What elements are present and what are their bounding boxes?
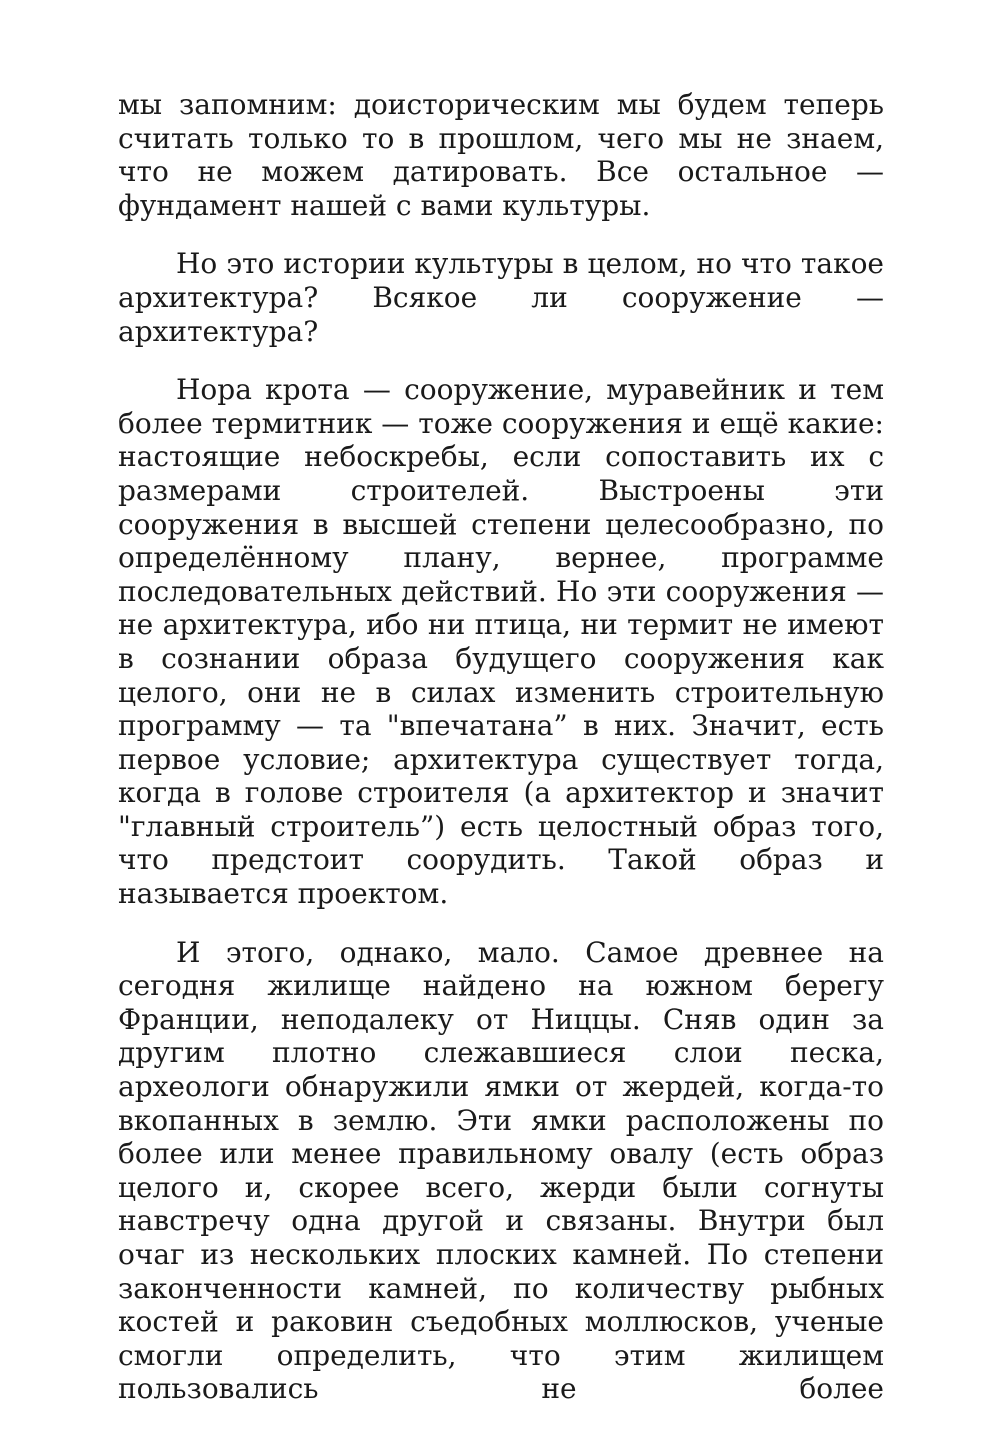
paragraph-1: мы запомним: доисторическим мы будем теперь считать только то в прошлом, чего мы не знаем, что не можем датировать. Все остальное — фундамент нашей с вами культуры.	[118, 88, 884, 222]
paragraph-3: Нора крота — сооружение, муравейник и тем более термитник — тоже сооружения и ещё какие: настоящие небоскребы, если сопоставить их с размерами строителей. Выстроены эти сооружения в высшей степени целесообразно, по определённому плану, вернее, программе последовательных действий. Но эти сооружения — не архитектура, ибо ни птица, ни термит не имеют в сознании образа будущего сооружения как целого, они не в силах изменить строительную программу — та "впечатана” в них. Значит, есть первое условие; архитектура существует тогда, когда в голове строителя (а архитектор и значит "главный строитель”) есть целостный образ того, что предстоит соорудить. Такой образ и называется проектом.	[118, 373, 884, 911]
page-body	[118, 88, 884, 1431]
paragraph-4: И этого, однако, мало. Самое древнее на сегодня жилище найдено на южном берегу Франции, неподалеку от Ниццы. Сняв один за другим плотно слежавшиеся слои песка, археологи обнаружили ямки от жердей, когда-то вкопанных в землю. Эти ямки расположены по более или менее правильному овалу (есть образ целого и, скорее всего, жерди были согнуты навстречу одна другой и связаны. Внутри был очаг из нескольких плоских камней. По степени законченности камней, по количеству рыбных костей и раковин съедобных моллюсков, ученые смогли определить, что этим жилищем пользовались не более	[118, 935, 884, 1406]
paragraph-2: Но это истории культуры в целом, но что такое архитектура? Всякое ли сооружение — архитектура?	[118, 247, 884, 348]
